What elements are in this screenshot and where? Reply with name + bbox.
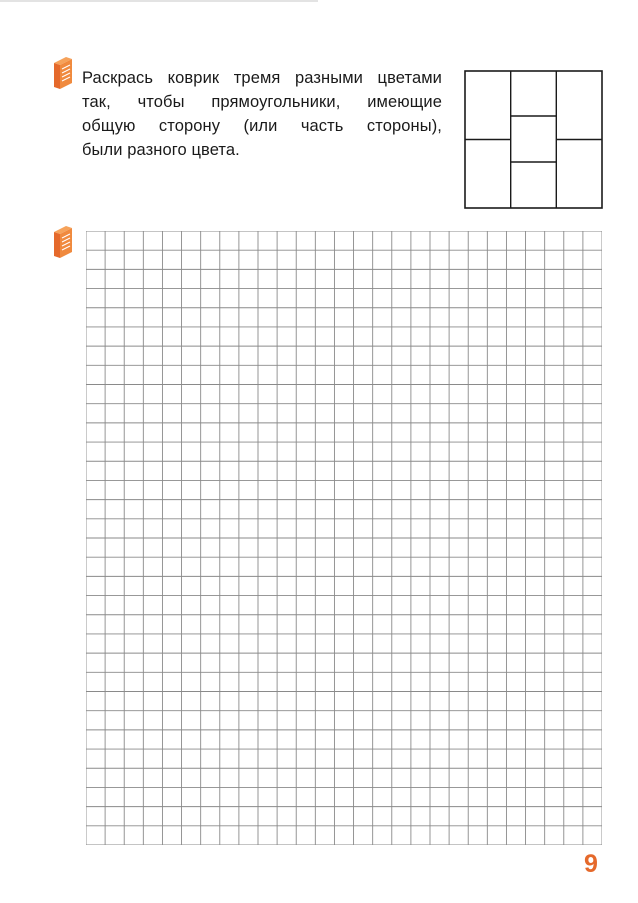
- book-icon: [52, 55, 74, 91]
- book-icon: [52, 224, 74, 260]
- page-number: 9: [584, 850, 598, 878]
- task-line: так, чтобы прямоугольники, имеющие: [82, 93, 442, 111]
- grid-paper: [86, 231, 602, 845]
- task-instruction: [82, 66, 442, 162]
- task-line: общую сторону (или часть стороны),: [82, 117, 442, 135]
- task-line: Раскрась коврик тремя разными цветами: [82, 69, 442, 87]
- rug-figure: [464, 70, 603, 209]
- task-line: были разного цвета.: [82, 141, 240, 159]
- top-rule: [0, 0, 318, 2]
